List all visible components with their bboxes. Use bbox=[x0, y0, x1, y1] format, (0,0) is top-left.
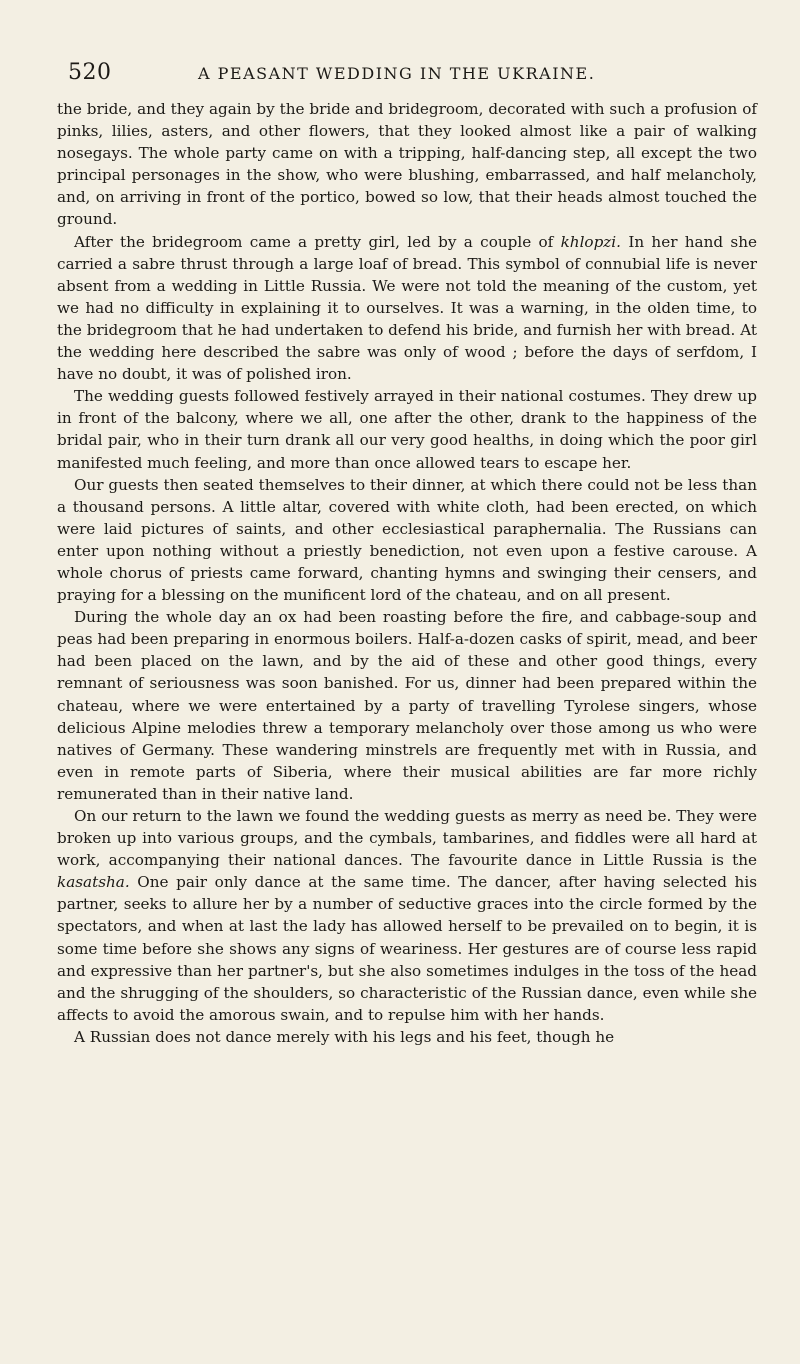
paragraph-text: the bride, and they again by the bride and bridegroom, decorated with such a profusion of pinks, lilies, asters, and other flowers, that they looked almost like a pair of walking nosegays. The whole party came on with a tripping, half-dancing step, all except the two principal personages in the show, who were blushing, embarrassed, and half melancholy, and, on arriving in front of the portico, bowed so low, that their heads almost touched the ground. bbox=[57, 100, 757, 229]
paragraph bbox=[57, 98, 757, 231]
italic-term: khlopzi. bbox=[560, 232, 621, 251]
paragraph bbox=[57, 231, 757, 386]
paragraph-text: On our return to the lawn we found the wedding guests as merry as need be. They were broken up into various groups, and the cymbals, tambarines, and fiddles were all hard at work, accompanying their national dances. The favourite dance in Little Russia is the bbox=[57, 807, 757, 870]
running-title: A PEASANT WEDDING IN THE UKRAINE. bbox=[198, 64, 596, 83]
italic-term: kasatsha. bbox=[57, 873, 130, 892]
paragraph bbox=[57, 805, 757, 1026]
paragraph bbox=[57, 474, 757, 607]
paragraph-text: One pair only dance at the same time. The dancer, after having selected his partner, seeks to allure her by a number of seductive graces into the circle formed by the spectators, and when at last the lady has allowed herself to be prevailed on to begin, it is some time before she shows any signs of weariness. Her gestures are of course less rapid and expressive than her partner's, but she also sometimes indulges in the toss of the head and the shrugging of the shoulders, so characteristic of the Russian dance, even while she affects to avoid the amorous swain, and to repulse him with her hands. bbox=[57, 873, 757, 1024]
paragraph-text: In her hand she carried a sabre thrust through a large loaf of bread. This symbol of connubial life is never absent from a wedding in Little Russia. We were not told the meaning of the custom, yet we had no difficulty in explaining it to ourselves. It was a warning, in the olden time, to the bridegroom that he had undertaken to defend his bride, and furnish her with bread. At the wedding here described the sabre was only of wood ; before the days of serfdom, I have no doubt, it was of polished iron. bbox=[57, 232, 758, 384]
page-number: 520 bbox=[68, 60, 112, 85]
paragraph-text: Our guests then seated themselves to their dinner, at which there could not be less than a thousand persons. A little altar, covered with white cloth, had been erected, on which were laid pictures of saints, and other ecclesiastical paraphernalia. The Russians can enter upon nothing without a priestly benediction, not even upon a festive carouse. A whole chorus of priests came forward, chanting hymns and swinging their censers, and praying for a blessing on the munificent lord of the chateau, and on all present. bbox=[57, 475, 757, 605]
paragraph bbox=[57, 385, 757, 473]
paragraph-text: After the bridegroom came a pretty girl, led by a couple of bbox=[74, 232, 561, 251]
page-header bbox=[44, 56, 760, 92]
body-text bbox=[57, 98, 757, 1048]
paragraph-text: A Russian does not dance merely with his legs and his feet, though he bbox=[74, 1027, 615, 1046]
paragraph bbox=[57, 606, 757, 805]
paragraph bbox=[57, 1026, 757, 1048]
paragraph-text: The wedding guests followed festively arrayed in their national costumes. They drew up in front of the balcony, where we all, one after the other, drank to the happiness of the bridal pair, who in their turn drank all our very good healths, in doing which the poor girl manifested much feeling, and more than once allowed tears to escape her. bbox=[57, 387, 757, 472]
paragraph-text: During the whole day an ox had been roasting before the fire, and cabbage-soup and peas had been preparing in enormous boilers. Half-a-dozen casks of spirit, mead, and beer had been placed on the lawn, and by the aid of these and other good things, every remnant of seriousness was soon banished. For us, dinner had been prepared within the chateau, where we were entertained by a party of travelling Tyrolese singers, whose delicious Alpine melodies threw a temporary melancholy over those among us who were natives of Germany. These wandering minstrels are frequently met with in Russia, and even in remote parts of Siberia, where their musical abilities are far more richly remunerated than in their native land. bbox=[57, 608, 757, 803]
book-page bbox=[44, 56, 760, 1048]
